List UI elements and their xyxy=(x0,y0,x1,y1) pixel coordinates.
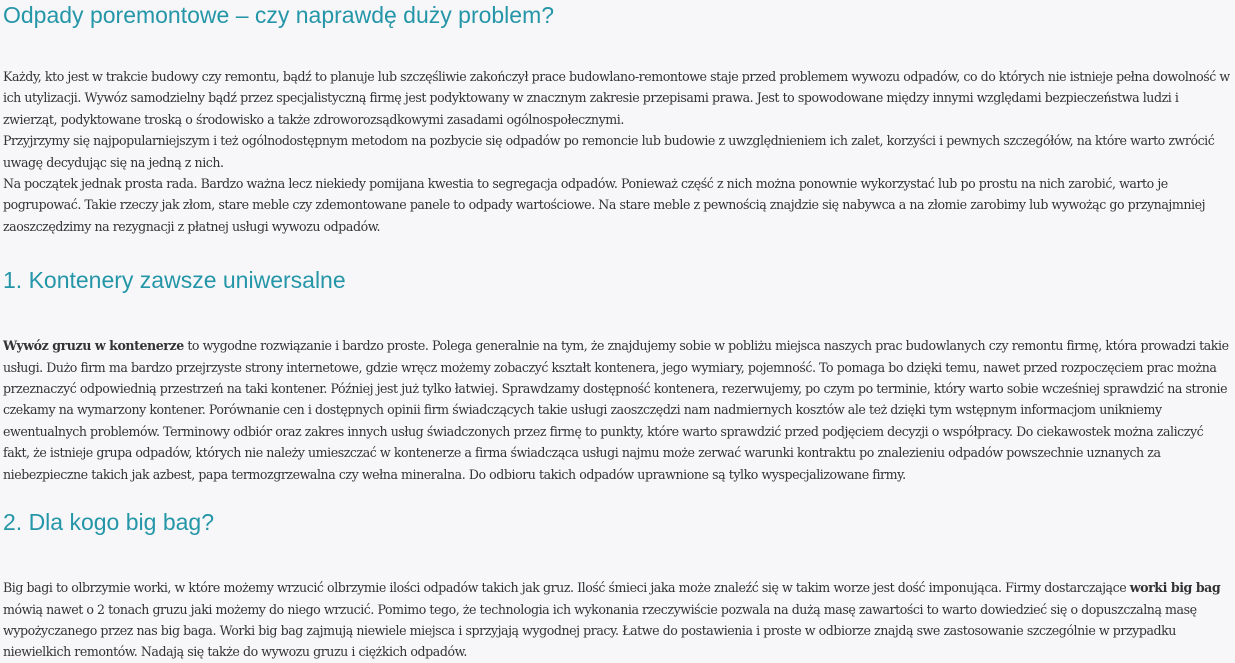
section-paragraph-big-bag xyxy=(3,577,1231,663)
article xyxy=(3,0,1231,663)
paragraph-text: to wygodne rozwiązanie i bardzo proste. Polega generalnie na tym, że znajdujemy sobie w pobliżu miejsca naszych prac budowlanych czy remontu firmę, która prowadzi takie usługi. Dużo firm ma bardzo przejrzyste strony internetowe, gdzie wręcz możemy zobaczyć kształt kontenera, jego wymiary, pojemność. To pomaga bo dzięki temu, nawet przed rozpoczęciem prac można przeznaczyć odpowiednią przestrzeń na taki kontener. Później jest już tylko łatwiej. Sprawdzamy dostępność kontenera, rezerwujemy, po czym po terminie, który warto sobie wcześniej sprawdzić na stronie czekamy na wymarzony kontener. Porównanie cen i dostępnych opinii firm świadczących takie usługi zaoszczędzi nam nadmiernych kosztów ale też dzięki tym wstępnym informacjom unikniemy ewentualnych problemów. Terminowy odbiór oraz zakres innych usług świadczonych przez firmę to punkty, które warto sprawdzić przed podjęciem decyzji o współpracy. Do ciekawostek można zaliczyć fakt, że istnieje grupa odpadów, których nie należy umieszczać w kontenerze a firma świadcząca usługi najmu może zerwać warunki kontraktu po znalezieniu odpadów powszechnie uznanych za niebezpieczne takich jak azbest, papa termozgrzewalna czy wełna mineralna. Do odbioru takich odpadów uprawnione są tylko wyspecjalizowane firmy. xyxy=(3,338,1229,482)
section-heading-big-bag: 2. Dla kogo big bag? xyxy=(3,509,214,536)
bold-lead: Wywóz gruzu w kontenerze xyxy=(3,338,184,354)
paragraph-text-before: Big bagi to olbrzymie worki, w które możemy wrzucić olbrzymie ilości odpadów takich jak gruz. Ilość śmieci jaka może znaleźć się w takim worze jest dość imponująca. Firmy dostarczające xyxy=(3,580,1130,596)
section-paragraph-kontenery xyxy=(3,335,1231,485)
section-heading-kontenery: 1. Kontenery zawsze uniwersalne xyxy=(3,267,346,294)
intro-paragraph xyxy=(3,66,1231,237)
bold-keyword: worki big bag xyxy=(1129,580,1221,596)
intro-line-1: Każdy, kto jest w trakcie budowy czy remontu, bądź to planuje lub szczęśliwie zakończył prace budowlano-remontowe staje przed problemem wywozu odpadów, co do których nie istnieje pełna dowolność w ich utylizacji. Wywóz samodzielny bądź przez specjalistyczną firmę jest podyktowany w znacznym zakresie przepisami prawa. Jest to spowodowane między innymi względami bezpieczeństwa ludzi i zwierząt, podyktowane troską o środowisko a także zdroworozsądkowymi zasadami ogólnospołecznymi. xyxy=(3,69,1230,127)
intro-line-3: Na początek jednak prosta rada. Bardzo ważna lecz niekiedy pomijana kwestia to segregacja odpadów. Ponieważ część z nich można ponownie wykorzystać lub po prostu na nich zarobić, warto je pogrupować. Takie rzeczy jak złom, stare meble czy zdemontowane panele to odpady wartościowe. Na stare meble z pewnością znajdzie się nabywca a na złomie zarobimy lub wywożąc go przynajmniej zaoszczędzimy na rezygnacji z płatnej usługi wywozu odpadów. xyxy=(3,176,1206,234)
intro-line-2: Przyjrzymy się najpopularniejszym i też ogólnodostępnym metodom na pozbycie się odpadów po remoncie lub budowie z uwzględnieniem ich zalet, korzyści i pewnych szczegółów, na które warto zwrócić uwagę decydując się na jedną z nich. xyxy=(3,133,1215,170)
paragraph-text-after: mówią nawet o 2 tonach gruzu jaki możemy do niego wrzucić. Pomimo tego, że technologia ich wykonania rzeczywiście pozwala na dużą masę zawartości to warto dowiedzieć się o dopuszczalną masę wypożyczanego przez nas big baga. Worki big bag zajmują niewiele miejsca i sprzyjają wygodnej pracy. Łatwe do postawienia i proste w odbiorze znajdą swe zastosowanie szczególnie w przypadku niewielkich remontów. Nadają się także do wywozu gruzu i ciężkich odpadów. xyxy=(3,601,1197,660)
page-title: Odpady poremontowe – czy naprawdę duży problem? xyxy=(3,2,555,28)
